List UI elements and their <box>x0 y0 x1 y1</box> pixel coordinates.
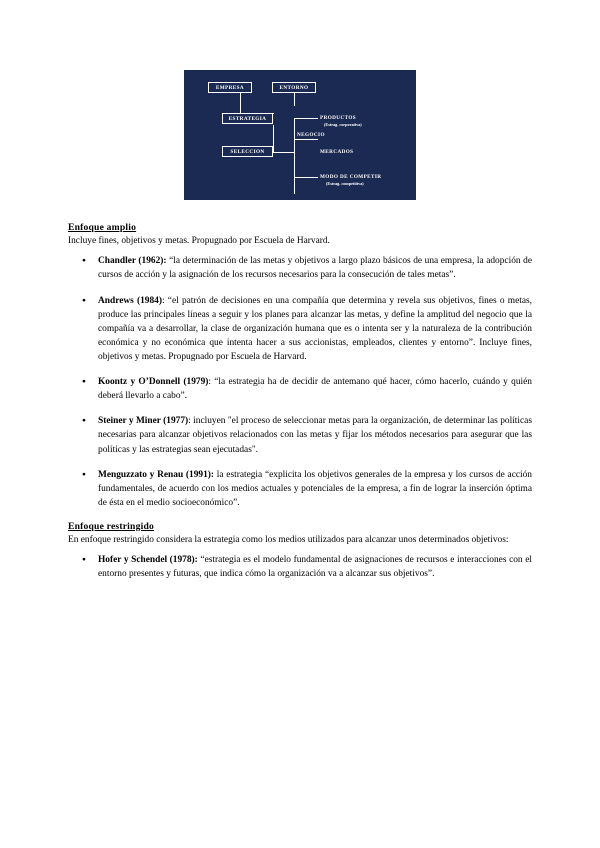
section-title-enfoque-amplio: Enfoque amplio <box>68 222 137 233</box>
definition-author: Steiner y Miner (1977) <box>98 416 189 427</box>
connector-line <box>240 92 241 114</box>
diagram-label-negocio: NEGOCIO <box>297 132 325 138</box>
connector-line <box>294 92 295 106</box>
definition-author: Chandler (1962): <box>98 256 167 267</box>
connector-line <box>294 118 318 119</box>
diagram-box-estrategia: ESTRATEGIA <box>222 113 273 124</box>
section-intro-enfoque-restringido: En enfoque restringido considera la estrategia como los medios utilizados para alcanzar unos determinados objetivos: <box>68 534 509 545</box>
list-item <box>68 414 532 456</box>
strategy-diagram <box>184 70 416 200</box>
definition-text: : “el patrón de decisiones en una compañía que determina y revela sus objetivos, fines o metas, produce las principales líneas a seguir y los planes para alcanzar las metas, y define la amplitud del negocio que la compañía va a desarrollar, la clase de organización humana que es o intenta ser y la naturaleza de la contribución económica y no económica que intenta hacer a sus accionistas, empleados, clientes y entorno”. Incluye fines, objetivos y metas. Propugnado por Escuela de Harvard. <box>98 295 533 362</box>
definition-text: “la determinación de las metas y objetivos a largo plazo básicos de una empresa, la adopción de cursos de acción y la asignación de los recursos necesarios para la consecución de tales metas”. <box>98 256 532 281</box>
strategy-diagram-container <box>68 70 532 200</box>
definition-list-enfoque-amplio <box>68 254 532 510</box>
definition-author: Menguzzato y Renau (1991): <box>98 469 215 480</box>
list-item <box>68 254 532 282</box>
list-item <box>68 553 532 581</box>
list-item <box>68 375 532 403</box>
diagram-box-entorno: ENTORNO <box>272 82 316 93</box>
diagram-box-empresa: EMPRESA <box>208 82 252 93</box>
connector-line <box>294 118 295 194</box>
connector-line <box>294 139 318 140</box>
definition-text: : “la estrategia ha de decidir de antemano qué hacer, cómo hacerlo, cuándo y quién deberá llevarlo a cabo”. <box>98 377 532 402</box>
list-item <box>68 294 532 365</box>
diagram-box-seleccion: SELECCION <box>222 146 273 157</box>
definition-text: “estrategia es el modelo fundamental de asignaciones de recursos e interacciones con el entorno presentes y futuras, que indica cómo la organización va a alcanzar sus objetivos”. <box>98 555 532 580</box>
definition-text: la estrategia “explicita los objetivos generales de la empresa y los cursos de acción fundamentales, de acuerdo con los medios actuales y potenciales de la empresa, a fin de lograr la inserción óptima de ésta en el medio socioeconómico”. <box>98 469 532 508</box>
diagram-label-modo-de-competir: MODO DE COMPETIR <box>320 174 382 180</box>
definition-list-enfoque-restringido <box>68 553 532 581</box>
diagram-sublabel-productos: (Estrag. corporativa) <box>324 122 362 127</box>
diagram-sublabel-modo-de-competir: (Estrag. competitiva) <box>326 181 364 186</box>
diagram-label-productos: PRODUCTOS <box>320 115 357 121</box>
definition-author: Koontz y O’Donnell (1979) <box>98 377 209 388</box>
list-item <box>68 468 532 510</box>
definition-author: Hofer y Schendel (1978): <box>98 555 198 566</box>
section-title-enfoque-restringido: Enfoque restringido <box>68 520 154 532</box>
connector-line <box>273 152 295 153</box>
diagram-label-mercados: MERCADOS <box>320 149 354 155</box>
definition-author: Andrews (1984) <box>98 295 162 306</box>
connector-line <box>273 125 274 153</box>
connector-line <box>294 177 318 178</box>
definition-text: : incluyen "el proceso de seleccionar metas para la organización, de determinar las políticas necesarias para alcanzar objetivos relacionados con las metas y fijar los métodos necesarios para asegurar que las políticas y las estrategias sean ejecutadas". <box>98 416 532 455</box>
section-intro-enfoque-amplio: Incluye fines, objetivos y metas. Propugnado por Escuela de Harvard. <box>68 236 330 246</box>
